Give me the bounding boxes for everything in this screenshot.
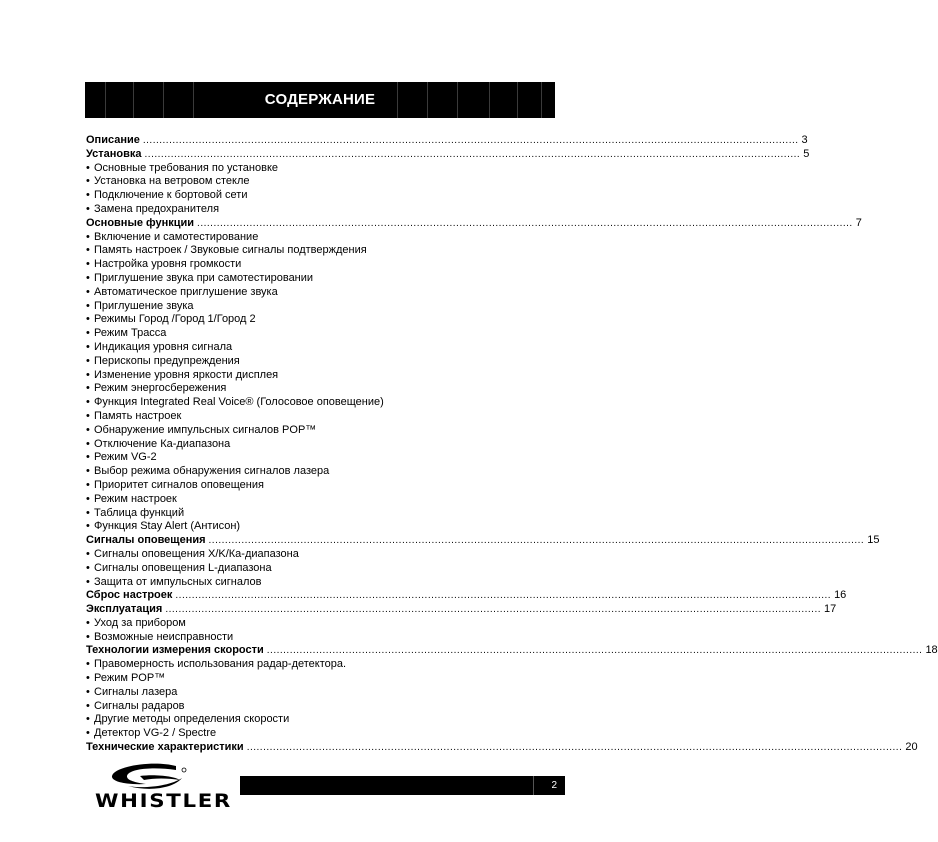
toc-dot-leader: ........................................................................................................................................................................................................ bbox=[144, 148, 801, 160]
bullet-icon: • bbox=[86, 713, 90, 726]
toc-page-number: 15 bbox=[867, 534, 880, 547]
bullet-icon: • bbox=[86, 547, 90, 560]
toc-subitem bbox=[86, 258, 548, 272]
toc-subitem bbox=[86, 162, 548, 176]
toc-subitem-text: Таблица функций bbox=[94, 506, 185, 519]
bullet-icon: • bbox=[86, 520, 90, 533]
toc-subitem-text: Детектор VG-2 / Spectre bbox=[94, 727, 217, 740]
bullet-icon: • bbox=[86, 354, 90, 367]
bullet-icon: • bbox=[86, 189, 90, 202]
toc-subitem-text: Приглушение звука при самотестировании bbox=[94, 271, 314, 284]
toc-subitem bbox=[86, 396, 548, 410]
bullet-icon: • bbox=[86, 244, 90, 257]
toc-subitem bbox=[86, 244, 548, 258]
bullet-icon: • bbox=[86, 492, 90, 505]
toc-subitem-text: Настройка уровня громкости bbox=[94, 258, 242, 271]
toc-section-entry bbox=[86, 216, 862, 231]
toc-subitem-text: Память настроек bbox=[94, 409, 182, 422]
toc-subitem bbox=[86, 286, 548, 300]
toc-dot-leader: ........................................................................................................................................................................................................ bbox=[266, 645, 923, 657]
toc-subitem bbox=[86, 548, 548, 562]
toc-subitem-text: Возможные неисправности bbox=[94, 630, 234, 643]
toc-section-entry bbox=[86, 534, 880, 548]
toc-subitem bbox=[86, 686, 548, 700]
toc-subitem-text: Отключение Ка-диапазона bbox=[94, 437, 231, 450]
toc-section-entry bbox=[86, 644, 938, 658]
toc-subitem bbox=[86, 313, 548, 327]
toc-subitem-text: Замена предохранителя bbox=[94, 202, 220, 215]
toc-subitem-text: Другие методы определения скорости bbox=[94, 713, 290, 726]
toc-subitem-text: Уход за прибором bbox=[94, 616, 186, 629]
toc-section-title: Установка bbox=[86, 147, 142, 160]
toc-subitem-text: Режим Трасса bbox=[94, 327, 167, 340]
toc-subitem bbox=[86, 672, 548, 686]
bullet-icon: • bbox=[86, 616, 90, 629]
toc-subitem bbox=[86, 327, 548, 341]
bullet-icon: • bbox=[86, 630, 90, 643]
toc-subitem bbox=[86, 493, 548, 507]
logo-text: WHISTLER bbox=[95, 790, 232, 812]
toc-page-number: 16 bbox=[834, 589, 847, 602]
page-title: СОДЕРЖАНИЕ bbox=[264, 91, 376, 108]
bullet-icon: • bbox=[86, 575, 90, 588]
toc-subitem-text: Перископы предупреждения bbox=[94, 354, 240, 367]
bullet-icon: • bbox=[86, 271, 90, 284]
toc-subitem bbox=[86, 410, 548, 424]
header-bar bbox=[85, 82, 555, 118]
toc-subitem bbox=[86, 713, 548, 727]
bullet-icon: • bbox=[86, 658, 90, 671]
bullet-icon: • bbox=[86, 699, 90, 712]
page-number: 2 bbox=[551, 780, 557, 791]
toc-section-title: Сигналы оповещения bbox=[86, 534, 206, 547]
toc-dot-leader: ........................................................................................................................................................................................................ bbox=[142, 135, 799, 146]
toc-section-title: Технические характеристики bbox=[86, 741, 244, 754]
toc-section-entry bbox=[86, 134, 808, 148]
toc-subitem bbox=[86, 175, 548, 189]
toc-subitem bbox=[86, 189, 548, 203]
bullet-icon: • bbox=[86, 340, 90, 353]
bullet-icon: • bbox=[86, 313, 90, 326]
bullet-icon: • bbox=[86, 202, 90, 215]
toc-subitem-text: Сигналы оповещения L-диапазона bbox=[94, 561, 272, 574]
toc-subitem bbox=[86, 382, 548, 396]
toc-subitem bbox=[86, 341, 548, 355]
toc-page-number: 5 bbox=[803, 147, 810, 160]
toc-subitem-text: Защита от импульсных сигналов bbox=[94, 575, 262, 588]
toc-section-entry bbox=[86, 589, 847, 603]
toc-subitem bbox=[86, 700, 548, 714]
toc-subitem bbox=[86, 465, 548, 479]
bullet-icon: • bbox=[86, 299, 90, 312]
toc-subitem-text: Подключение к бортовой сети bbox=[94, 189, 248, 202]
toc-subitem-text: Включение и самотестирование bbox=[94, 230, 259, 243]
toc-subitem-text: Сигналы лазера bbox=[94, 685, 178, 698]
toc-section-title: Эксплуатация bbox=[86, 603, 163, 616]
toc-subitem-text: Автоматическое приглушение звука bbox=[94, 285, 278, 298]
bullet-icon: • bbox=[86, 409, 90, 422]
toc-section-entry bbox=[86, 147, 810, 162]
bullet-icon: • bbox=[86, 161, 90, 174]
toc-section-title: Технологии измерения скорости bbox=[86, 644, 264, 657]
toc-section-entry bbox=[86, 603, 837, 617]
toc-page-number: 3 bbox=[801, 134, 808, 146]
toc-subitem bbox=[86, 203, 548, 217]
bullet-icon: • bbox=[86, 175, 90, 188]
toc-subitem-text: Сигналы радаров bbox=[94, 699, 185, 712]
bullet-icon: • bbox=[86, 230, 90, 243]
bullet-icon: • bbox=[86, 258, 90, 271]
toc-section-entry bbox=[86, 741, 918, 755]
toc-dot-leader: ........................................................................................................................................................................................................ bbox=[175, 590, 832, 602]
toc-subitem-text: Изменение уровня яркости дисплея bbox=[94, 368, 279, 381]
toc-subitem bbox=[86, 424, 548, 438]
toc-subitem-text: Память настроек / Звуковые сигналы подтверждения bbox=[94, 244, 367, 257]
bullet-icon: • bbox=[86, 285, 90, 298]
bullet-icon: • bbox=[86, 478, 90, 491]
bullet-icon: • bbox=[86, 451, 90, 464]
toc-page-number: 17 bbox=[824, 603, 837, 616]
toc-subitem bbox=[86, 631, 548, 645]
toc-page-number: 7 bbox=[855, 216, 862, 229]
toc-subitem bbox=[86, 658, 548, 672]
toc-subitem bbox=[86, 272, 548, 286]
toc-subitem-text: Правомерность использования радар-детектора. bbox=[94, 658, 347, 671]
footer-bar bbox=[240, 776, 565, 795]
toc-subitem bbox=[86, 451, 548, 465]
toc-subitem bbox=[86, 617, 548, 631]
whistler-logo bbox=[84, 762, 232, 812]
toc-subitem bbox=[86, 520, 548, 534]
toc-subitem-text: Функция Integrated Real Voice® (Голосовое оповещение) bbox=[94, 396, 384, 409]
toc-subitem-text: Индикация уровня сигнала bbox=[94, 340, 233, 353]
toc-subitem bbox=[86, 562, 548, 576]
bullet-icon: • bbox=[86, 368, 90, 381]
toc-subitem-text: Функция Stay Alert (Антисон) bbox=[94, 520, 241, 533]
bullet-icon: • bbox=[86, 685, 90, 698]
toc-subitem bbox=[86, 369, 548, 383]
toc-subitem-text: Сигналы оповещения X/K/Ка-диапазона bbox=[94, 547, 299, 560]
toc-subitem-text: Приоритет сигналов оповещения bbox=[94, 478, 264, 491]
toc-subitem bbox=[86, 507, 548, 521]
bullet-icon: • bbox=[86, 423, 90, 436]
toc-section-title: Описание bbox=[86, 134, 140, 146]
bullet-icon: • bbox=[86, 382, 90, 395]
toc-page-number: 18 bbox=[925, 644, 938, 657]
toc-subitem bbox=[86, 479, 548, 493]
toc-dot-leader: ........................................................................................................................................................................................................ bbox=[197, 217, 853, 229]
bullet-icon: • bbox=[86, 437, 90, 450]
toc-subitem-text: Режимы Город /Город 1/Город 2 bbox=[94, 313, 256, 326]
toc-subitem-text: Выбор режима обнаружения сигналов лазера bbox=[94, 465, 330, 478]
toc-subitem bbox=[86, 231, 548, 245]
toc-subitem bbox=[86, 300, 548, 314]
toc-section-title: Сброс настроек bbox=[86, 589, 173, 602]
bullet-icon: • bbox=[86, 506, 90, 519]
toc-subitem bbox=[86, 438, 548, 452]
toc-subitem bbox=[86, 355, 548, 369]
toc-dot-leader: ........................................................................................................................................................................................................ bbox=[246, 742, 903, 754]
toc-section-title: Основные функции bbox=[86, 216, 195, 229]
bullet-icon: • bbox=[86, 327, 90, 340]
toc-subitem-text: Установка на ветровом стекле bbox=[94, 175, 250, 188]
toc-subitem-text: Режим энергосбережения bbox=[94, 382, 227, 395]
bullet-icon: • bbox=[86, 672, 90, 685]
toc-subitem-text: Основные требования по установке bbox=[94, 161, 279, 174]
toc-subitem-text: Обнаружение импульсных сигналов POP™ bbox=[94, 423, 317, 436]
toc-subitem bbox=[86, 727, 548, 741]
bullet-icon: • bbox=[86, 561, 90, 574]
bullet-icon: • bbox=[86, 465, 90, 478]
toc-subitem bbox=[86, 576, 548, 590]
toc-subitem-text: Приглушение звука bbox=[94, 299, 194, 312]
toc-subitem-text: Режим VG-2 bbox=[94, 451, 157, 464]
toc-dot-leader: ........................................................................................................................................................................................................ bbox=[208, 535, 865, 547]
toc-page-number: 20 bbox=[905, 741, 918, 754]
bullet-icon: • bbox=[86, 396, 90, 409]
toc-subitem-text: Режим POP™ bbox=[94, 672, 166, 685]
toc-subitem-text: Режим настроек bbox=[94, 492, 177, 505]
toc-dot-leader: ........................................................................................................................................................................................................ bbox=[165, 604, 822, 616]
bullet-icon: • bbox=[86, 727, 90, 740]
table-of-contents bbox=[86, 134, 938, 755]
